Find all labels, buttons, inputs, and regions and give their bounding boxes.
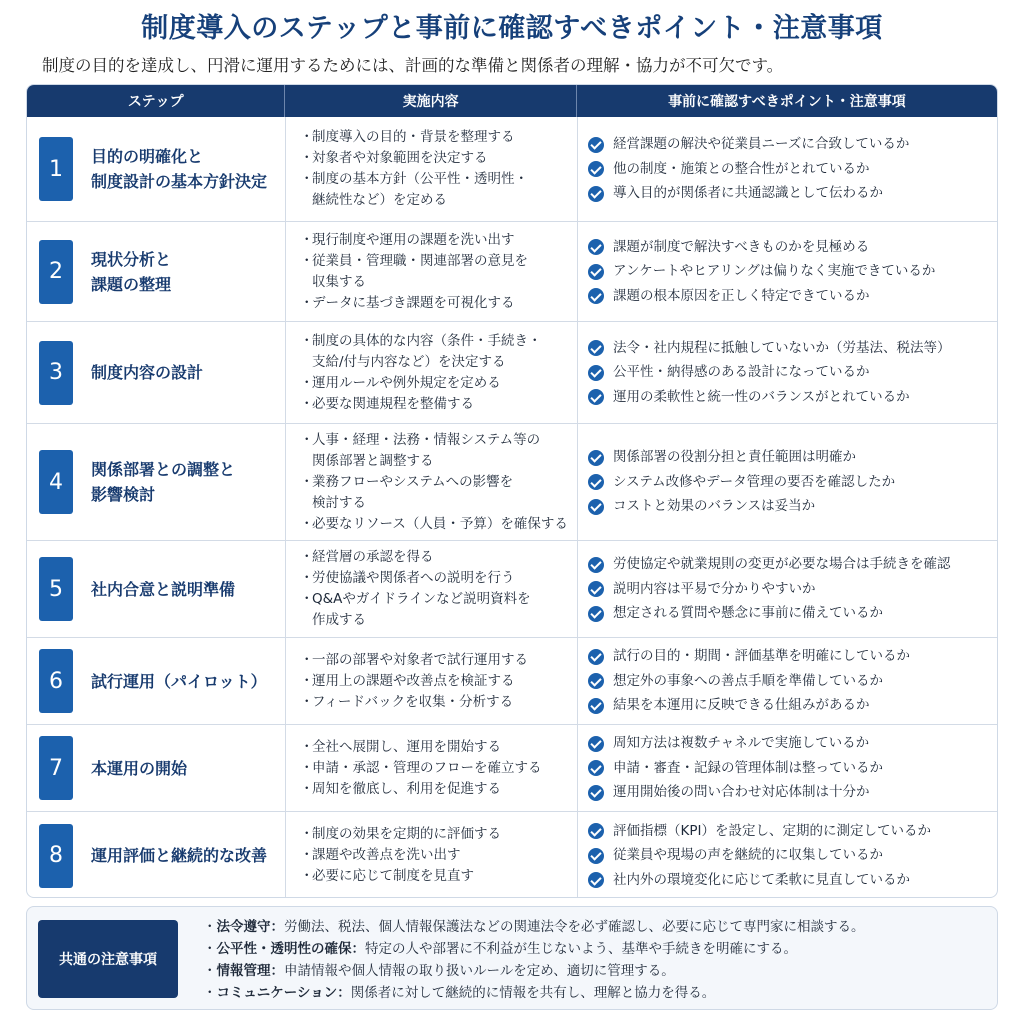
check-item	[588, 445, 998, 470]
action-text: 経営層の承認を得る	[312, 549, 434, 565]
common-note-colon: ：	[337, 985, 351, 1001]
step-title: 関係部署との調整と 影響検討	[91, 460, 236, 504]
check-text: 説明内容は平易で分かりやすいか	[613, 580, 816, 597]
check-item	[588, 669, 998, 694]
check-circle-icon	[588, 186, 604, 202]
check-circle-icon	[588, 581, 604, 597]
table-row	[27, 540, 998, 637]
common-note-head: 情報管理	[216, 963, 271, 979]
bullet-mark: ・	[300, 515, 314, 532]
check-circle-icon	[588, 698, 604, 714]
action-item	[300, 430, 577, 472]
bullet-mark: ・	[300, 431, 314, 448]
action-item	[300, 568, 577, 589]
step-title: 運用評価と継続的な改善	[91, 846, 268, 865]
step-title: 試行運用（パイロット）	[91, 671, 267, 691]
step-cell	[27, 424, 285, 540]
action-item	[300, 845, 577, 866]
bullet-mark: ・	[300, 473, 314, 490]
step-title: 社内合意と説明準備	[91, 579, 236, 599]
check-circle-icon	[588, 474, 604, 490]
action-item	[300, 671, 577, 692]
common-note-colon: ：	[270, 963, 284, 979]
bullet-mark: ・	[203, 919, 217, 935]
check-text: 課題の根本原因を正しく特定できているか	[613, 287, 870, 304]
check-circle-icon	[588, 785, 604, 801]
check-text: 従業員や現場の声を継続的に収集しているか	[613, 847, 883, 864]
check-circle-icon	[588, 872, 604, 888]
check-text: 評価指標（KPI）を設定し、定期的に測定しているか	[613, 822, 931, 839]
check-item	[588, 235, 998, 260]
check-text: 関係部署の役割分担と責任範囲は明確か	[613, 449, 856, 466]
check-text: 周知方法は複数チャネルで実施しているか	[613, 735, 870, 752]
action-item	[300, 737, 577, 758]
table-row	[27, 321, 998, 423]
checks-cell	[577, 322, 998, 423]
page-subtitle: 制度の目的を達成し、円滑に運用するためには、計画的な準備と関係者の理解・協力が不可欠です。	[42, 56, 784, 75]
check-circle-icon	[588, 288, 604, 304]
actions-cell	[285, 638, 577, 724]
action-item	[300, 293, 577, 314]
action-text: データに基づき課題を可視化する	[312, 294, 515, 311]
step-title: 現状分析と 課題の整理	[91, 249, 172, 294]
action-text: 労使協議や関係者への説明を行う	[312, 570, 515, 586]
bullet-mark: ・	[300, 868, 314, 884]
checks-cell	[577, 812, 998, 898]
check-text: システム改修やデータ管理の要否を確認したか	[613, 473, 896, 490]
bullet-mark: ・	[300, 672, 314, 689]
common-note-text: 特定の人や部署に不利益が生じないよう、基準や手続きを明確にする。	[365, 941, 797, 957]
bullet-mark: ・	[300, 252, 314, 269]
step-number: 3	[39, 341, 73, 405]
bullet-mark: ・	[300, 570, 314, 586]
bullet-mark: ・	[300, 780, 314, 797]
action-item	[300, 394, 577, 415]
table-row	[27, 811, 998, 898]
check-circle-icon	[588, 557, 604, 573]
action-item	[300, 692, 577, 713]
check-text: 想定される質問や懸念に事前に備えているか	[613, 605, 883, 622]
step-number: 8	[39, 824, 73, 888]
bullet-mark: ・	[300, 591, 314, 607]
action-item	[300, 758, 577, 779]
action-text: 全社へ展開し、運用を開始する	[312, 738, 501, 755]
bullet-mark: ・	[300, 826, 314, 842]
check-item	[588, 181, 998, 206]
check-circle-icon	[588, 760, 604, 776]
bullet-mark: ・	[300, 231, 314, 248]
action-item	[300, 472, 577, 514]
page-title: 制度導入のステップと事前に確認すべきポイント・注意事項	[141, 13, 883, 44]
action-item	[300, 373, 577, 394]
action-text: 制度導入の目的・背景を整理する	[312, 129, 515, 145]
bullet-mark: ・	[300, 150, 314, 166]
bullet-mark: ・	[300, 847, 314, 863]
check-item	[588, 470, 998, 495]
action-item	[300, 824, 577, 845]
check-text: 課題が制度で解決すべきものかを見極める	[613, 238, 870, 255]
step-number: 2	[39, 240, 73, 304]
action-text: 申請・承認・管理のフローを確立する	[312, 759, 542, 776]
check-circle-icon	[588, 736, 604, 752]
common-note-text: 関係者に対して継続的に情報を共有し、理解と協力を得る。	[350, 985, 716, 1001]
bullet-mark: ・	[203, 963, 217, 979]
common-note-head: 法令遵守	[216, 919, 271, 935]
action-item	[300, 251, 577, 293]
check-text: 運用開始後の問い合わせ対応体制は十分か	[613, 784, 870, 801]
bullet-mark: ・	[300, 738, 314, 755]
check-item	[588, 494, 998, 519]
action-item	[300, 331, 577, 373]
table-header	[27, 85, 997, 117]
common-note-colon: ：	[351, 941, 365, 957]
check-item	[588, 819, 998, 844]
check-text: 申請・審査・記録の管理体制は整っているか	[613, 759, 883, 776]
step-number: 7	[39, 736, 73, 800]
action-text: 従業員・管理職・関連部署の意見を 収集する	[312, 252, 528, 290]
step-cell	[27, 812, 285, 898]
actions-cell	[285, 424, 577, 540]
check-circle-icon	[588, 823, 604, 839]
header-actions: 実施内容	[284, 85, 575, 117]
actions-cell	[285, 812, 577, 898]
step-number: 5	[39, 557, 73, 621]
check-item	[588, 756, 998, 781]
bullet-mark: ・	[300, 294, 314, 311]
action-text: フィードバックを収集・分析する	[312, 693, 514, 710]
action-text: 人事・経理・法務・情報システム等の 関係部署と調整する	[312, 431, 541, 469]
step-cell	[27, 222, 285, 321]
checks-cell	[577, 117, 998, 221]
check-item	[588, 577, 998, 602]
action-item	[300, 779, 577, 800]
action-item	[300, 650, 577, 671]
check-item	[588, 780, 998, 805]
action-text: 対象者や対象範囲を決定する	[312, 150, 488, 166]
checks-cell	[577, 424, 998, 540]
step-cell	[27, 725, 285, 811]
action-text: 必要な関連規程を整備する	[312, 395, 474, 412]
check-text: 想定外の事象への善点手順を準備しているか	[613, 672, 883, 689]
step-cell	[27, 117, 285, 221]
bullet-mark: ・	[300, 374, 314, 391]
check-text: 労使協定や就業規則の変更が必要な場合は手続きを確認	[613, 556, 951, 573]
step-cell	[27, 638, 285, 724]
action-text: 運用ルールや例外規定を定める	[312, 374, 501, 391]
action-text: Q&Aやガイドラインなど説明資料を 作成する	[312, 591, 531, 628]
action-item	[300, 169, 577, 211]
action-item	[300, 866, 577, 887]
common-note-text: 申請情報や個人情報の取り扱いルールを定め、適切に管理する。	[284, 963, 675, 979]
check-item	[588, 731, 998, 756]
check-circle-icon	[588, 239, 604, 255]
action-text: 必要なリソース（人員・予算）を確保する	[312, 515, 568, 532]
check-circle-icon	[588, 673, 604, 689]
common-notes-label: 共通の注意事項	[38, 920, 178, 998]
bullet-mark: ・	[203, 985, 217, 1001]
action-item	[300, 547, 577, 568]
check-text: 結果を本運用に反映できる仕組みがあるか	[613, 697, 870, 714]
check-circle-icon	[588, 499, 604, 515]
steps-table	[26, 84, 998, 898]
step-cell	[27, 322, 285, 423]
bullet-mark: ・	[300, 759, 314, 776]
common-note-item	[203, 938, 865, 960]
check-item	[588, 259, 998, 284]
common-notes-list	[203, 916, 865, 1004]
common-note-head: コミュニケーション	[216, 985, 338, 1001]
check-circle-icon	[588, 137, 604, 153]
bullet-mark: ・	[300, 129, 314, 145]
check-item	[588, 157, 998, 182]
table-row	[27, 423, 998, 540]
action-text: 周知を徹底し、利用を促進する	[312, 780, 501, 797]
check-circle-icon	[588, 848, 604, 864]
check-item	[588, 843, 998, 868]
check-circle-icon	[588, 161, 604, 177]
step-cell	[27, 541, 285, 637]
common-note-item	[203, 960, 865, 982]
bullet-mark: ・	[300, 171, 314, 187]
bullet-mark: ・	[203, 941, 217, 957]
action-item	[300, 230, 577, 251]
actions-cell	[285, 322, 577, 423]
step-number: 1	[39, 137, 73, 201]
action-text: 一部の部署や対象者で試行運用する	[312, 651, 528, 668]
check-text: 運用の柔軟性と統一性のバランスがとれているか	[613, 388, 910, 405]
common-note-item	[203, 916, 865, 938]
bullet-mark: ・	[300, 651, 314, 668]
action-text: 現行制度や運用の課題を洗い出す	[312, 231, 515, 248]
check-text: 公平性・納得感のある設計になっているか	[613, 364, 870, 381]
check-text: 試行の目的・期間・評価基準を明確にしているか	[613, 648, 910, 665]
check-circle-icon	[588, 365, 604, 381]
check-circle-icon	[588, 389, 604, 405]
checks-cell	[577, 541, 998, 637]
action-text: 必要に応じて制度を見直す	[312, 868, 474, 884]
header-step: ステップ	[127, 94, 184, 110]
check-text: アンケートやヒアリングは偏りなく実施できているか	[613, 263, 936, 280]
bullet-mark: ・	[300, 549, 314, 565]
action-item	[300, 514, 577, 535]
action-text: 制度の基本方針（公平性・透明性・ 継続性など）を定める	[312, 171, 528, 208]
common-note-colon: ：	[270, 919, 284, 935]
check-item	[588, 693, 998, 718]
check-circle-icon	[588, 649, 604, 665]
bullet-mark: ・	[300, 332, 314, 349]
check-item	[588, 601, 998, 626]
check-text: 他の制度・施策との整合性がとれているか	[613, 160, 870, 177]
check-item	[588, 284, 998, 309]
table-row	[27, 117, 998, 221]
actions-cell	[285, 541, 577, 637]
check-text: 経営課題の解決や従業員ニーズに合致しているか	[613, 136, 910, 153]
actions-cell	[285, 117, 577, 221]
action-item	[300, 148, 577, 169]
table-row	[27, 724, 998, 811]
common-note-head: 公平性・透明性の確保	[216, 941, 352, 957]
common-note-item	[203, 982, 865, 1004]
bullet-mark: ・	[300, 395, 314, 412]
check-text: 法令・社内規程に抵触していないか（労基法、税法等）	[613, 339, 951, 356]
check-circle-icon	[588, 450, 604, 466]
action-text: 業務フローやシステムへの影響を 検討する	[312, 473, 514, 511]
table-row	[27, 637, 998, 724]
common-note-text: 労働法、税法、個人情報保護法などの関連法令を必ず確認し、必要に応じて専門家に相談する。	[284, 919, 865, 935]
actions-cell	[285, 222, 577, 321]
action-text: 課題や改善点を洗い出す	[312, 847, 461, 863]
bullet-mark: ・	[300, 693, 314, 710]
action-text: 制度の効果を定期的に評価する	[312, 826, 501, 842]
action-item	[300, 589, 577, 631]
check-item	[588, 336, 998, 361]
check-text: 導入目的が関係者に共通認識として伝わるか	[613, 185, 883, 202]
check-item	[588, 385, 998, 410]
check-circle-icon	[588, 340, 604, 356]
step-title: 目的の明確化と 制度設計の基本方針決定	[91, 147, 268, 191]
step-number: 6	[39, 649, 73, 713]
actions-cell	[285, 725, 577, 811]
checks-cell	[577, 638, 998, 724]
step-number: 4	[39, 450, 73, 514]
action-text: 運用上の課題や改善点を検証する	[312, 672, 515, 689]
check-item	[588, 644, 998, 669]
common-notes	[26, 906, 998, 1010]
check-item	[588, 868, 998, 893]
check-text: コストと効果のバランスは妥当か	[613, 498, 816, 515]
step-title: 本運用の開始	[91, 758, 188, 778]
check-item	[588, 132, 998, 157]
checks-cell	[577, 725, 998, 811]
table-row	[27, 221, 998, 321]
check-text: 社内外の環境変化に応じて柔軟に見直しているか	[613, 871, 910, 888]
action-item	[300, 127, 577, 148]
action-text: 制度の具体的な内容（条件・手続き・ 支給/付与内容など）を決定する	[312, 332, 542, 370]
header-checkpoints: 事前に確認すべきポイント・注意事項	[576, 85, 997, 117]
check-item	[588, 552, 998, 577]
check-item	[588, 360, 998, 385]
check-circle-icon	[588, 606, 604, 622]
check-circle-icon	[588, 264, 604, 280]
checks-cell	[577, 222, 998, 321]
step-title: 制度内容の設計	[91, 363, 204, 382]
